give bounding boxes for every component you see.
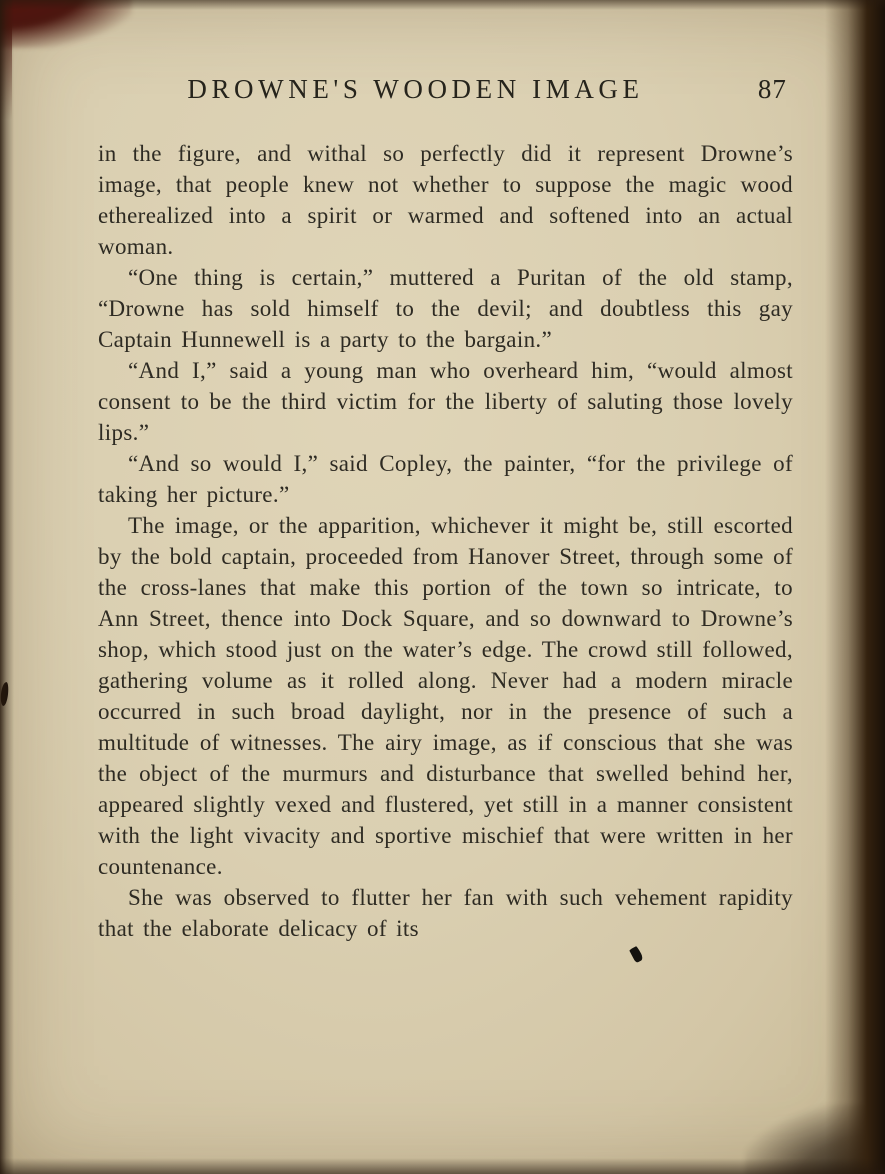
photo-edge-shadow-bottom: [0, 1158, 885, 1174]
paragraph-6: She was observed to flutter her fan with such vehement rapidity that the elaborate delicacy of its: [98, 885, 793, 941]
page-content: [98, 74, 793, 944]
paragraph-3: “And I,” said a young man who overheard him, “would almost consent to be the third victim for the liberty of saluting those lovely lips.”: [98, 358, 793, 445]
paragraph-5: The image, or the apparition, whichever it might be, still escorted by the bold captain, proceeded from Hanover Street, through some of the cross-lanes that make this portion of the town so intricate, to Ann Street, thence into Dock Square, and so downward to Drowne’s shop, which stood just on the water’s edge. The crowd still followed, gathering volume as it rolled along. Never had a modern miracle occurred in such broad daylight, nor in the presence of such a multitude of witnesses. The airy image, as if conscious that she was the object of the murmurs and disturbance that swelled behind her, appeared slightly vexed and flustered, yet still in a manner consistent with the light vivacity and sportive mischief that were written in her countenance.: [98, 513, 793, 879]
photo-corner-shadow-bottom-right: [745, 1104, 885, 1174]
page-edge-mark: [0, 682, 9, 707]
photo-corner-shadow-top-left: [0, 0, 132, 48]
photo-edge-shadow-top: [0, 0, 885, 10]
page-number: 87: [757, 74, 787, 104]
paragraph-2: “One thing is certain,” muttered a Puritan of the old stamp, “Drowne has sold himself to the devil; and doubtless this gay Captain Hunnewell is a party to the bargain.”: [98, 265, 793, 352]
photo-edge-shadow-left: [0, 0, 14, 1174]
body-text: [98, 138, 793, 944]
photo-edge-shadow-left-top: [0, 0, 12, 120]
paragraph-1: in the figure, and withal so perfectly did it represent Drowne’s image, that people knew not whether to suppose the magic wood etherealized into a spirit or warmed and softened into an actual woman.: [98, 141, 793, 259]
paragraph-4: “And so would I,” said Copley, the painter, “for the privilege of taking her picture.”: [98, 451, 793, 507]
ink-mark: [629, 946, 644, 963]
page-title: DROWNE'S WOODEN IMAGE: [187, 74, 644, 104]
photo-edge-shadow-right: [825, 0, 885, 1174]
running-header: [98, 74, 793, 118]
